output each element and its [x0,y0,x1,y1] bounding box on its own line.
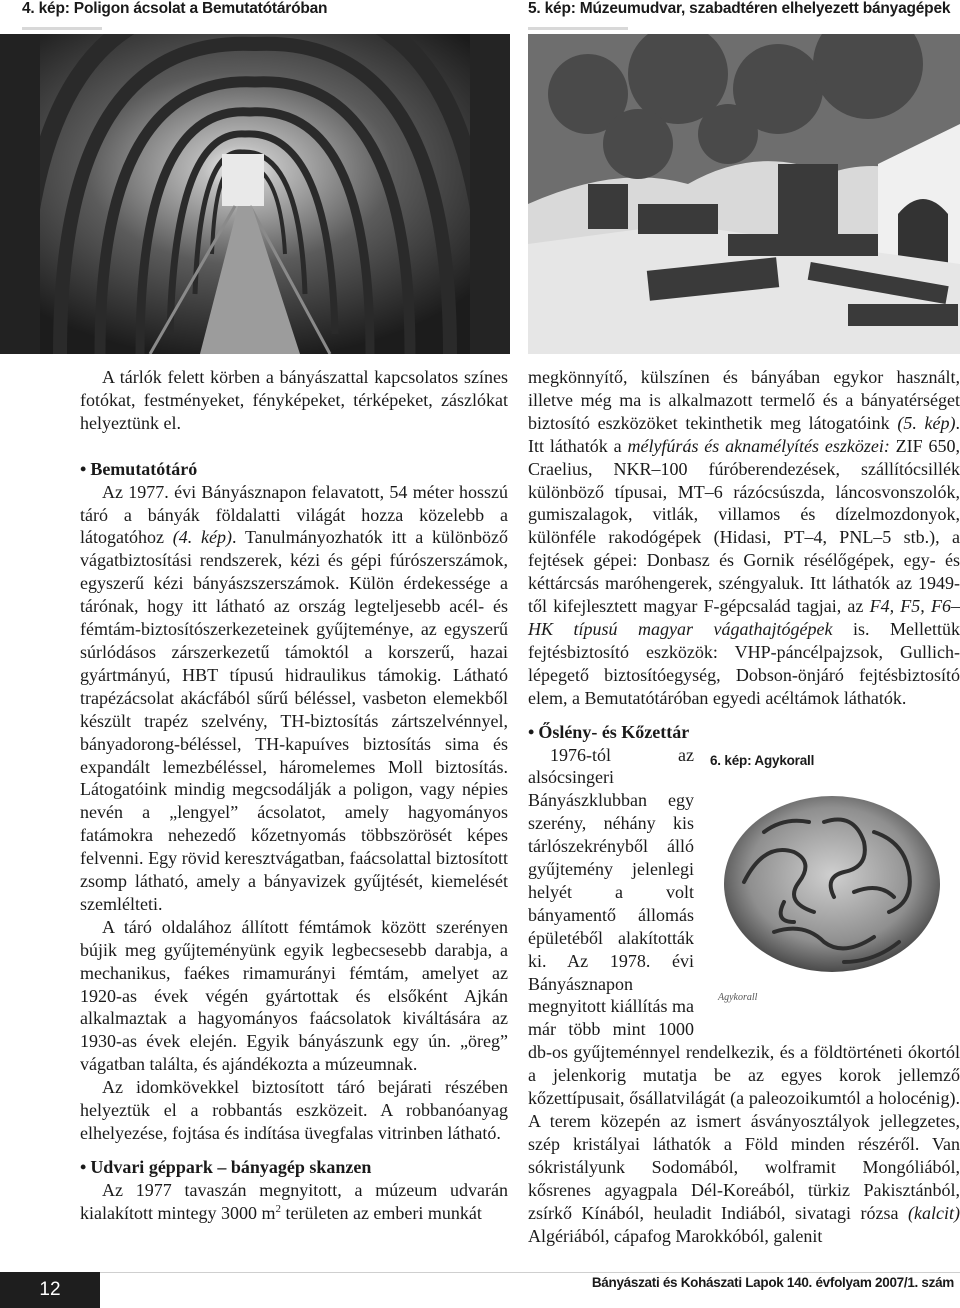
museum-yard-photo [528,34,960,354]
section-heading-bemutatotaro: • Bemutatótáró [80,458,198,479]
caption-rule [528,27,628,30]
intro-paragraph: A tárlók felett körben a bányászattal kapcsolatos színes fotókat, festményeket, fényképeket, térképeket, zászlókat helyeztünk el. [80,367,508,433]
fembiztositas-paragraph: A táró oldalához állított fémtámok között szerényen bújik meg gyűjteményünk egyik legbecsesebb darabja, a mechanikus, faékes rimamurányi fémtám, amelyet az 1920-as évek végén gyártottak és elsőként Ajkán alkalmaztak a hagyományos faácsolatok kiváltására az 1930-as évek elején. Egyik bányászunk egy ún. „öreg” vágatban találta, és ajándékozta a múzeumnak. [80,916,508,1075]
tunnel-photo [0,34,510,354]
figure-4-caption: 4. kép: Poligon ácsolat a Bemutatótáróban [22,0,328,17]
footer-rule [100,1272,960,1273]
figure-6-caption: 6. kép: Agykorall [710,752,815,768]
geppark-paragraph: Az 1977 tavaszán megnyitott, a múzeum udvarán kialakított mintegy 3000 $m^2$ területen az emberi munkát [80,1179,508,1223]
journal-title: Bányászati és Kohászati Lapok 140. évfolyam 2007/1. szám [591,1275,954,1290]
bemutatotaro-paragraph: Az 1977. évi Bányásznapon felavatott, 54 méter hosszú táró a bányák földalatti világát hozza közelebb a látogatóhoz (4. kép). Tanulmányozhatók itt a különböző vágatbiztosítási rendszerek, kézi és gépi fúrószerszámok, egyszerű kézi bányászszerszámok. Külön érdekessége a tárónak, hogy itt látható az ország legteljesebb acél- és fémtám-biztosítószerkezeteinek gyűjteménye, az egyszerű súrlódásos zárszerkezetű támoktól a korszerű, hazai gyártmányú, HBT típusú hidraulikus támokig. Látható trapézácsolat akácfából sűrű béléssel, vasbeton elemekből készült trapéz szelvény, TH-biztosítás zártszelvénnyel, bányadorong-béléssel, TH-kapuíves biztosítás sima és expandált lemezbéléssel, háromelemes Moll biztosítás. Látogatóink mindig megcsodálják a poligon, vagy népies nevén a „lengyel” ácsolatot, amely hagyományos fatámokra nehezedő kőzetnyomás többszörösét képes felvenni. Egy rövid keresztvágatban, faácsolattal biztosított zsomp látható, amely a bányavizek gyűjtését, kiemelését szemlélteti. [80,481,508,914]
coral-watermark: Agykorall [718,992,758,1004]
coral-figure [704,746,960,1024]
section-heading-geppark: • Udvari géppark – bányagép skanzen [80,1156,372,1177]
oslenytar-paragraph: 1976-tól az alsócsingeri Bányászklubban egy szerény, néhány kis tárlószekrényből álló gyűjtemény jelenlegi helyét a volt bányamentő állomás épületéből alakították ki. Az 1978. évi Bányásznapon megnyitott kiállítás ma már több mint 1000 db-os gyűjteménnyel rendelkezik, és a földtörténeti ókortól a jelenkorig mutatja be az egyes korok jellemző kőzettípusait, ősállatvilágát (a paleozoikumtól a holocénig). A terem közepén az ismert ásványosztályok jellegzetes, szép kristályai láthatók a Föld minden részéről. Van sókristályunk Sodomából, wolframit Mongóliából, kősrenes agyagpala Dél-Koreából, türkiz Pakisztánból, zsírkő Kínából, heuladit Indiából, sivatagi rózsa (kalcit) Algériából, cápafog Marokkóból, galenit [528,744,960,1246]
section-heading-oslenytar: • Őslény- és Kőzettár [528,721,690,742]
left-column [80,366,508,1225]
geppark-continued-paragraph: megkönnyítő, külszínen és bányában egykor használt, illetve még ma is alkalmazott termelő és a bányatérséget biztosító eszközöket tekinthetik meg látogatóink (5. kép). Itt láthatók a mélyfúrás és aknamélyítés eszközei: ZIF 650, Craelius, NKR–100 fúróberendezések, szállítócsillék különböző típusai, MT–6 rázócsúszda, láncosvonszolók, gumiszalagok, vitlák, villamos és dízelmozdonyok, különféle rakodógépek (Hidasi, PT–4, PNL–5 stb.), a fejtések gépei: Donbasz és Gornik résélőgépek, egy- és kéttárcsás maróhengerek, széngyaluk. Itt láthatók az 1949-től kifejlesztett magyar F-gépcsalád tagjai, az F4, F5, F6–HK típusú magyar vágathajtógépek is. Mellettük fejtésbiztosító eszközök: VHP-páncélpajzsok, Gullich-lépegető biztosítóegység, Dobson-önjáró fejtésbiztosító elem, a Bemutatótáróban egyedi acéltámok láthatók. [528,367,960,708]
figure-5-caption: 5. kép: Múzeumudvar, szabadtéren elhelyezett bányagépek [528,0,951,17]
caption-rule [22,27,102,30]
right-column [528,366,960,1247]
page-number: 12 [0,1272,100,1308]
robbantas-paragraph: Az idomkövekkel biztosított táró bejárati részében helyeztük el a robbantás eszközeit. A robbanóanyag elhelyezése, fojtása és indítása üvegfalas vitrinben látható. [80,1077,508,1143]
coral-photo [704,772,960,1012]
